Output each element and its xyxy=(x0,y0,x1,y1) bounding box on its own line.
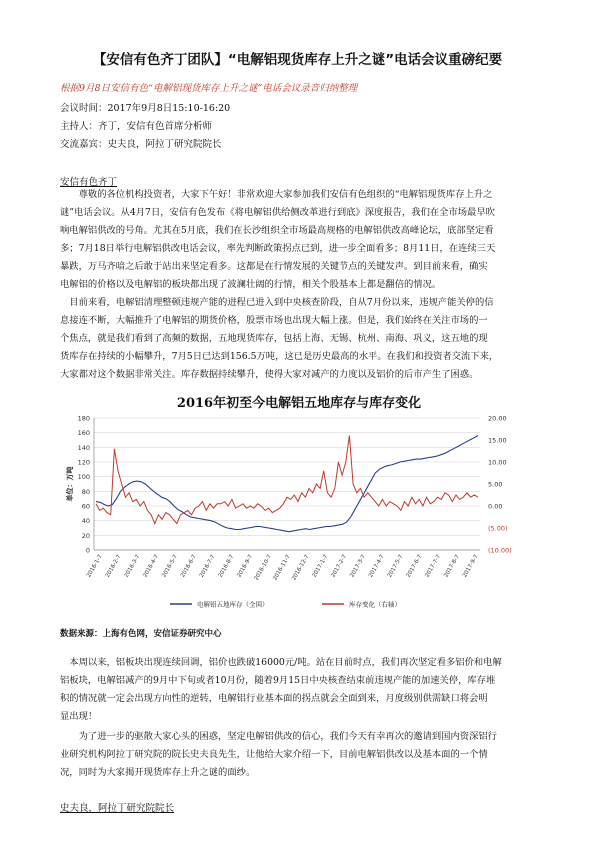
para-line: 货库存在持续的小幅攀升，7月5日已达到156.5万吨，这已是历史最高的水平。在我们和投资者交流下来， xyxy=(60,351,499,362)
para-line: 个焦点，就是我们看到了高频的数据，五地现货库存，包括上海、无锡、杭州、南海、巩义，这五地的现 xyxy=(60,333,488,344)
para-line: 为了进一步的驱散大家心头的困惑，坚定电解铝供改的信心，我们今天有幸再次的邀请到国内资深铝行 xyxy=(78,731,497,742)
meeting-host: 主持人：齐丁，安信有色首席分析师 xyxy=(60,121,213,132)
right-tick-label: 20.00 xyxy=(488,414,507,423)
x-tick-label: 2016-9-7 xyxy=(236,554,255,579)
series-line-1 xyxy=(96,436,478,532)
x-tick-label: 2017-7-7 xyxy=(424,554,443,579)
subtitle: 根据9月8日安信有色“电解铝现货库存上升之谜”电话会议录音归纳整理 xyxy=(60,83,358,94)
x-tick-label: 2017-9-7 xyxy=(462,554,480,579)
meeting-time: 会议时间：2017年9月8日15:10-16:20 xyxy=(60,103,231,114)
para-line: 响电解铝供改的号角。尤其在5月底，我们在长沙组织全市场最高规格的电解铝供改高峰论坛，底部坚定看 xyxy=(60,225,494,236)
left-tick-label: 140 xyxy=(77,443,90,452)
left-tick-label: 80 xyxy=(81,487,90,496)
x-tick-label: 2017-8-7 xyxy=(443,554,461,579)
legend-label: 电解铝五地库存（全国） xyxy=(197,600,269,609)
left-tick-label: 20 xyxy=(81,531,90,540)
right-tick-label: (10.00) xyxy=(488,546,512,555)
para-line: 况，同时为大家揭开现货库存上升之谜的面纱。 xyxy=(60,767,256,778)
left-tick-label: 100 xyxy=(77,473,90,482)
inventory-chart xyxy=(60,390,538,622)
para-line: 暴跌，万马齐喑之后敢于站出来坚定看多。这都是在行情发展的关键节点的关键发声。到目前来看，确实 xyxy=(60,261,488,272)
chart-svg xyxy=(60,390,538,622)
left-tick-label: 0 xyxy=(85,546,90,555)
x-tick-label: 2016-12-7 xyxy=(291,554,311,582)
para-line: 大家都对这个数据非常关注。库存数据持续攀升，使得大家对减产的力度以及铝价的后市产生了困惑。 xyxy=(60,369,479,380)
x-tick-label: 2016-4-7 xyxy=(142,554,161,579)
right-tick-label: 10.00 xyxy=(488,458,507,467)
chart-title: 2016年初至今电解铝五地库存与库存变化 xyxy=(176,396,422,411)
x-tick-label: 2017-5-7 xyxy=(386,554,405,579)
x-tick-label: 2017-4-7 xyxy=(368,554,386,579)
para-line: 铝板块，电解铝减产的9月中下旬或者10月份，随着9月15日中央核查结束前违规产能的加速关停，库存堆 xyxy=(60,675,496,686)
para-line: 尊敬的各位机构投资者，大家下午好！非常欢迎大家参加我们安信有色组织的“电解铝现货库存上升之 xyxy=(78,189,493,200)
x-tick-label: 2016-5-7 xyxy=(161,554,179,579)
para-line: 谜”电话会议。从4月7日，安信有色发布《将电解铝供给侧改革进行到底》深度报告，我们在全市场最早吹 xyxy=(60,207,495,218)
left-tick-label: 40 xyxy=(81,517,90,526)
right-tick-label: 5.00 xyxy=(488,480,503,489)
x-tick-label: 2016-2-7 xyxy=(104,554,123,579)
para-line: 息接连不断，大幅推升了电解铝的期货价格，股票市场也出现大幅上涨。但是，我们始终在关注市场的一 xyxy=(60,315,488,326)
x-tick-label: 2016-10-7 xyxy=(253,554,273,582)
legend-label: 库存变化（右轴） xyxy=(349,600,401,609)
para-line: 积的情况就一定会出现方向性的逆转，电解铝行业基本面的拐点就会全面到来，月度级别供需缺口将会明 xyxy=(60,693,488,704)
left-tick-label: 60 xyxy=(81,502,90,511)
speaker-heading-qiding: 安信有色齐丁 xyxy=(60,177,118,188)
x-tick-label: 2017-2-7 xyxy=(330,554,349,579)
x-tick-label: 2017-3-7 xyxy=(349,554,367,579)
para-line: 业研究机构阿拉丁研究院的院长史夫良先生，让他给大家介绍一下，目前电解铝供改以及基本面的一个情 xyxy=(60,749,488,760)
left-tick-label: 120 xyxy=(77,458,90,467)
right-tick-label: 0.00 xyxy=(488,502,503,511)
meeting-guest: 交流嘉宾：史夫良，阿拉丁研究院院长 xyxy=(60,139,222,150)
x-tick-label: 2016-3-7 xyxy=(123,554,142,579)
y-axis-label: 单位：万吨 xyxy=(66,466,74,502)
right-tick-label: (5.00) xyxy=(488,524,508,533)
para-line: 电解铝的价格以及电解铝的板块都出现了波澜壮阔的行情，相关个股基本上都是翻倍的情况。 xyxy=(60,279,442,290)
series-line-2 xyxy=(96,436,478,524)
x-tick-label: 2016-1-7 xyxy=(86,554,104,579)
speaker-heading-shifuliang: 史夫良，阿拉丁研究院院长 xyxy=(60,803,175,814)
x-tick-label: 2017-1-7 xyxy=(311,554,330,579)
paragraph-outlook xyxy=(60,654,538,726)
para-line: 本周以来，铝板块出现连续回调，铝价也跌破16000元/吨。站在目前时点，我们再次坚定看多铝价和电解 xyxy=(69,657,502,668)
paragraph-guest-intro xyxy=(60,728,538,782)
left-tick-label: 160 xyxy=(77,429,90,438)
para-line: 多；7月18日举行电解铝供改电话会议，率先判断政策拐点已到，进一步全面看多；8月11日，在连续三天 xyxy=(60,243,496,254)
x-tick-label: 2016-6-7 xyxy=(180,554,198,579)
page-title: 【安信有色齐丁团队】“电解铝现货库存上升之谜”电话会议重磅纪要 xyxy=(92,52,503,68)
paragraph-intro xyxy=(60,186,538,294)
x-tick-label: 2016-11-7 xyxy=(272,554,292,582)
x-tick-label: 2017-6-7 xyxy=(405,554,424,579)
para-line: 目前来看，电解铝清理整顿违规产能的进程已进入到中央核查阶段，自从7月份以来，违规产能关停的信 xyxy=(69,297,494,308)
x-tick-label: 2016-7-7 xyxy=(198,554,217,579)
data-source: 数据来源：上海有色网，安信证券研究中心 xyxy=(60,629,222,639)
x-tick-label: 2016-8-7 xyxy=(217,554,236,579)
para-line: 显出现！ xyxy=(60,711,98,722)
right-tick-label: 15.00 xyxy=(488,436,507,445)
paragraph-inventory xyxy=(60,294,538,384)
left-tick-label: 180 xyxy=(77,414,90,423)
